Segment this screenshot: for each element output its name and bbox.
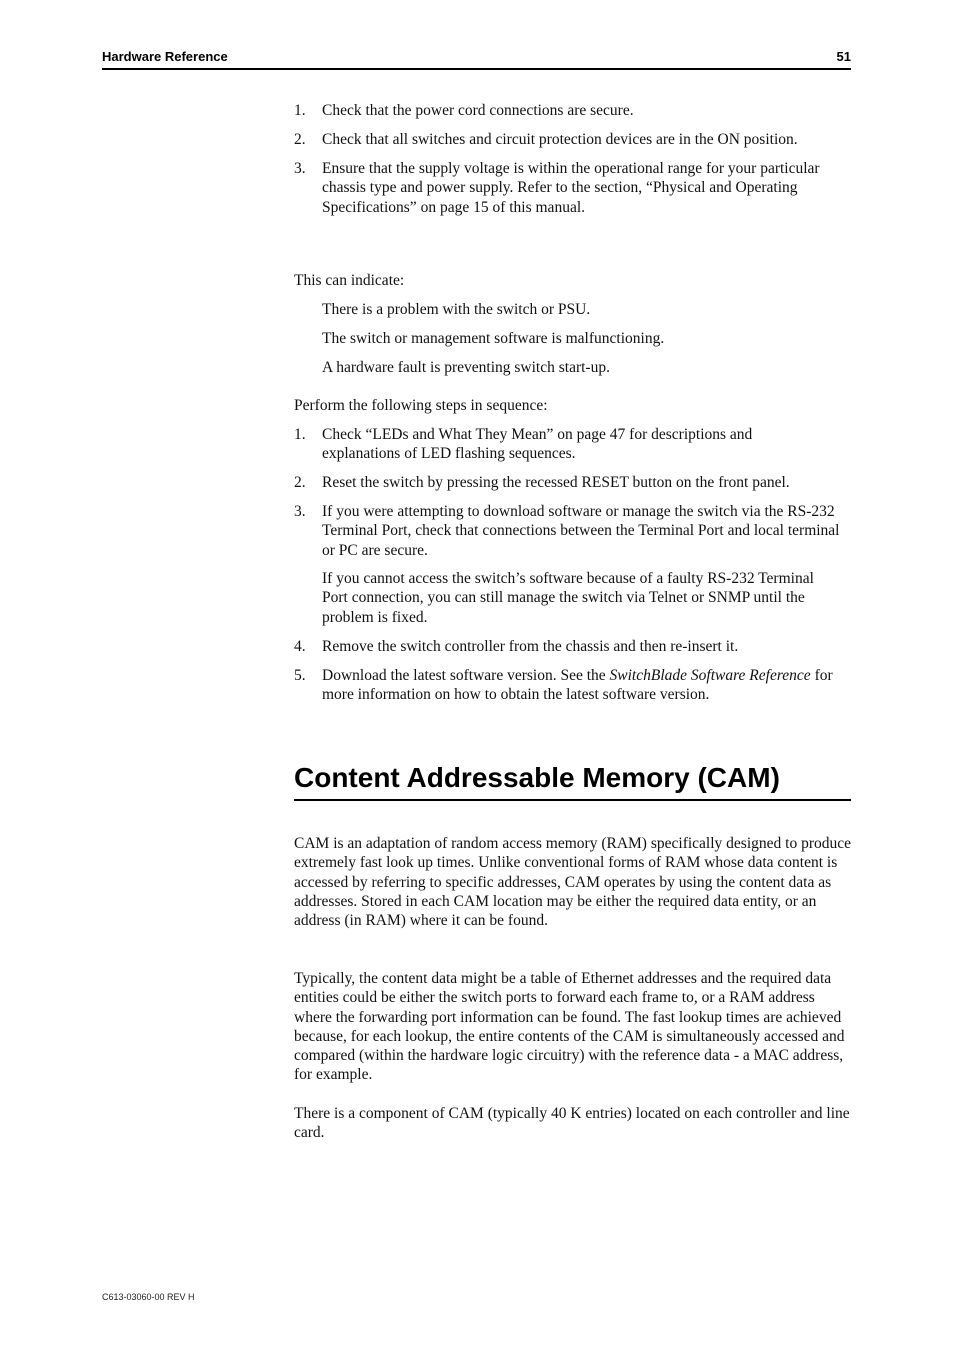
cam-paragraph: Typically, the content data might be a table of Ethernet addresses and the required data entities could be either the switch ports to forward each frame to, or a RAM address where the forwarding port information can be found. The fast lookup times are achieved because, for each lookup, the entire contents of the CAM is simultaneously accessed and compared (within the hardware logic circuitry) with the reference data - a MAC address, for example.	[294, 970, 845, 1084]
cam-paragraph: There is a component of CAM (typically 40 K entries) located on each controller and line card.	[294, 1105, 850, 1142]
list2-item-3-note: If you cannot access the switch’s software because of a faulty RS-232 Terminal Port connection, you can still manage the switch via Telnet or SNMP until the problem is fixed.	[322, 570, 814, 626]
list2-item-4-text: Remove the switch controller from the chassis and then re-insert it.	[322, 638, 739, 655]
list2-item-5-number: 5.	[294, 667, 306, 684]
list2-item-4-number: 4.	[294, 638, 306, 655]
steps-intro: Perform the following steps in sequence:	[294, 397, 548, 414]
list2-item-3-text: If you were attempting to download software or manage the switch via the RS-232 Terminal Port, check that connections between the Terminal Port and local terminal or PC are secure.	[322, 503, 840, 559]
header-page-number: 51	[836, 49, 851, 64]
list2-item-1-number: 1.	[294, 426, 306, 443]
list2-item-5-text-before: Download the latest software version. See the	[322, 667, 610, 684]
page-header	[102, 48, 851, 70]
list2-item-2-text: Reset the switch by pressing the recessed RESET button on the front panel.	[322, 474, 790, 491]
list1-item-2-text: Check that all switches and circuit protection devices are in the ON position.	[322, 131, 798, 148]
software-reference-title: SwitchBlade Software Reference	[609, 667, 811, 684]
list2-item-1-text: Check “LEDs and What They Mean” on page 47 for descriptions and explanations of LED flashing sequences.	[322, 426, 753, 463]
indicate-intro: This can indicate:	[294, 272, 405, 289]
list1-item-1-text: Check that the power cord connections are secure.	[322, 102, 634, 119]
indication-item: There is a problem with the switch or PSU.	[322, 301, 591, 318]
indication-item: A hardware fault is preventing switch start-up.	[322, 359, 610, 376]
list1-item-3-text: Ensure that the supply voltage is within the operational range for your particular chassis type and power supply. Refer to the section, “Physical and Operating Specifications” on page 15 of this manual.	[322, 160, 820, 216]
section-heading: Content Addressable Memory (CAM)	[294, 760, 851, 801]
cam-paragraph: CAM is an adaptation of random access memory (RAM) specifically designed to produce extremely fast look up times. Unlike conventional forms of RAM whose data content is accessed by referring to specific addresses, CAM operates by using the content data as addresses. Stored in each CAM location may be either the required data entity, or an address (in RAM) where it can be found.	[294, 835, 851, 930]
list1-item-3-number: 3.	[294, 160, 306, 177]
list2-item-5-text-after: for more information on how to obtain the latest software version.	[322, 667, 833, 704]
page-footer: C613-03060-00 REV H	[102, 1292, 195, 1302]
list2-item-5-text	[322, 666, 857, 705]
header-section-title: Hardware Reference	[102, 49, 228, 64]
list1-item-2-number: 2.	[294, 131, 306, 148]
list1-item-1-number: 1.	[294, 102, 306, 119]
list2-item-2-number: 2.	[294, 474, 306, 491]
indication-item: The switch or management software is malfunctioning.	[322, 330, 665, 347]
list2-item-3-number: 3.	[294, 503, 306, 520]
